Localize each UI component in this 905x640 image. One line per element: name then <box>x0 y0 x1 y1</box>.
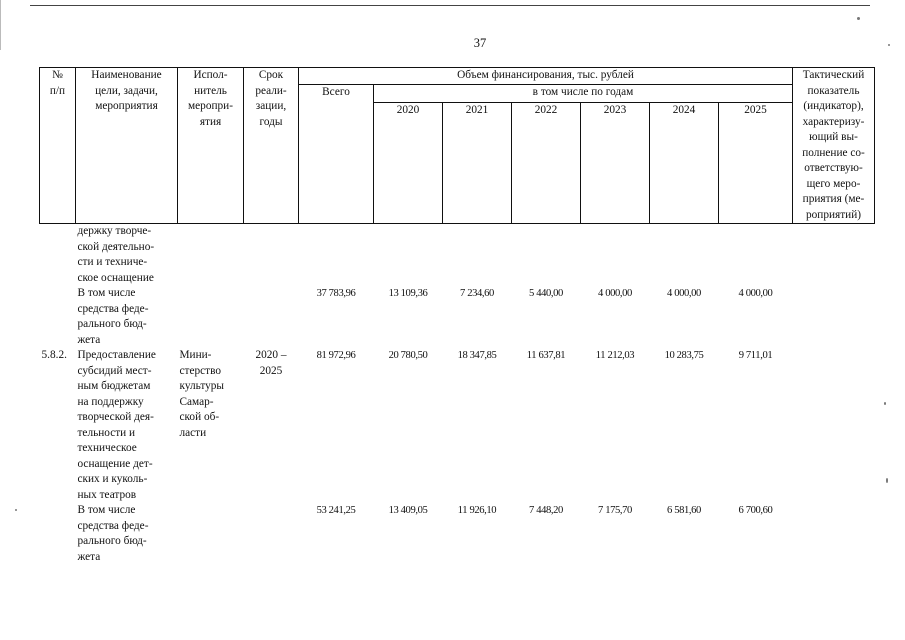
row-value: 13 109,36 <box>388 288 428 299</box>
header-year: 2024 <box>650 103 719 224</box>
row-number <box>40 503 76 565</box>
header-year: 2025 <box>719 103 793 224</box>
row-value: 5 440,00 <box>529 288 563 299</box>
row-value: 4 000,00 <box>598 288 632 299</box>
budget-table <box>39 67 875 565</box>
row-total: 81 972,96 <box>316 350 356 361</box>
table-row <box>40 348 875 503</box>
row-term <box>244 503 299 565</box>
table-row <box>40 286 875 348</box>
row-term: 2020 – 2025 <box>255 349 287 377</box>
scan-speck <box>888 44 890 46</box>
scan-edge-line <box>30 5 870 6</box>
header-executor: Испол- нитель меропри- ятия <box>178 68 244 224</box>
row-value: 13 409,05 <box>388 505 428 516</box>
row-indicator <box>793 286 875 348</box>
row-value: 6 581,60 <box>667 505 701 516</box>
row-value <box>581 224 650 287</box>
row-name: держку творче- ской деятельно- сти и техниче- ское оснащение <box>77 225 155 284</box>
row-value: 7 234,60 <box>460 288 494 299</box>
scan-speck <box>15 509 17 511</box>
row-value <box>650 224 719 287</box>
row-number: 5.8.2. <box>41 349 67 361</box>
header-total: Всего <box>299 84 374 224</box>
row-value: 4 000,00 <box>667 288 701 299</box>
header-year: 2021 <box>443 103 512 224</box>
row-value: 11 926,10 <box>457 505 497 516</box>
row-executor <box>178 286 244 348</box>
row-value: 7 448,20 <box>529 505 563 516</box>
row-indicator <box>793 348 875 503</box>
row-term <box>244 224 299 287</box>
table-row <box>40 224 875 287</box>
table-header <box>40 68 875 224</box>
row-value: 4 000,00 <box>738 288 773 299</box>
scan-speck <box>884 402 886 405</box>
row-value: 11 637,81 <box>526 350 566 361</box>
row-indicator <box>793 503 875 565</box>
page-number: 37 <box>473 36 487 50</box>
header-years-group: в том числе по годам <box>374 84 793 103</box>
row-value: 10 283,75 <box>664 350 704 361</box>
row-indicator <box>793 224 875 287</box>
row-name: В том числе средства феде- рального бюд- жета <box>77 504 149 563</box>
row-value: 18 347,85 <box>457 350 497 361</box>
row-total: 53 241,25 <box>316 505 356 516</box>
header-year: 2023 <box>581 103 650 224</box>
header-term: Срок реали- зации, годы <box>244 68 299 224</box>
row-number <box>40 286 76 348</box>
row-name: Предоставление субсидий мест- ным бюджетам на поддержку творческой дея- тельности и техническое оснащение дет- ских и куколь- ных театров <box>77 349 156 501</box>
row-number <box>40 224 76 287</box>
header-year: 2020 <box>374 103 443 224</box>
row-term <box>244 286 299 348</box>
row-name: В том числе средства феде- рального бюд- жета <box>77 287 149 346</box>
scan-speck <box>857 17 860 20</box>
row-total <box>299 224 374 287</box>
row-value <box>374 224 443 287</box>
row-value: 20 780,50 <box>388 350 428 361</box>
header-name: Наименование цели, задачи, мероприятия <box>76 68 178 224</box>
row-executor <box>178 503 244 565</box>
row-value: 6 700,60 <box>738 505 773 516</box>
header-indicator: Тактический показатель (индикатор), характеризу- ющий вы- полнение со- ответствую- щего меро- приятия (ме- роприятий) <box>793 68 875 224</box>
row-value: 7 175,70 <box>598 505 632 516</box>
row-value: 11 212,03 <box>595 350 635 361</box>
row-executor <box>178 224 244 287</box>
row-executor: Мини- стерство культуры Самар- ской об- ласти <box>179 349 225 439</box>
header-year: 2022 <box>512 103 581 224</box>
scan-speck <box>886 478 888 483</box>
row-value <box>719 224 793 287</box>
row-value <box>512 224 581 287</box>
row-value: 9 711,01 <box>738 350 773 361</box>
row-value <box>443 224 512 287</box>
header-funding: Объем финансирования, тыс. рублей <box>299 68 793 85</box>
header-number: № п/п <box>40 68 76 224</box>
table-row <box>40 503 875 565</box>
row-total: 37 783,96 <box>316 288 356 299</box>
